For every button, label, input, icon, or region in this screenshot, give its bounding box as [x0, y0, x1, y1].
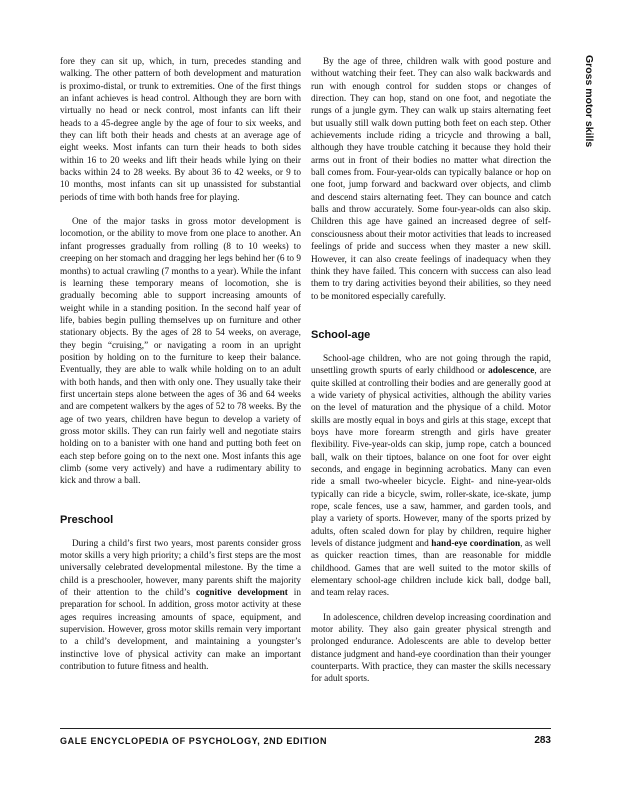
- heading-preschool: Preschool: [60, 513, 114, 526]
- paragraph-text: , are quite skilled at controlling their bodies and are generally good at a wide variety of physical activities, although the ability varies on the level of maturation and the physique of a child. Motor skills are mostly equal in boys and girls at this stage, except that boys have more forearm strength and girls have greater flexibility. Five-year-olds can skip, jump rope, catch a bounced ball, walk on their tiptoes, balance on one foot for over eight seconds, and engage in beginning acrobatics. Many can even ride a small two-wheeler bicycle. Eight- and nine-year-olds typically can ride a bicycle, swim, roller-skate, ice-skate, jump rope, scale fences, use a saw, hammer, and garden tools, and play a variety of sports. However, many of the sports prized by adults, often scaled down for play by children, require higher levels of distance judgment and: [311, 366, 552, 550]
- footer-publication-title: GALE ENCYCLOPEDIA OF PSYCHOLOGY, 2ND EDITION: [60, 736, 328, 746]
- left-paragraph-2: One of the major tasks in gross motor development is locomotion, or the ability to move from one place to another. An infant progresses gradually from rolling (8 to 10 weeks) to creeping on her stomach and dragging her legs behind her (6 to 9 months) to actual crawling (7 months to a year). While the infant is learning these temporary means of locomotion, she is gradually becoming able to support increasing amounts of weight while in a standing position. In the second half year of life, babies begin pulling themselves up on furniture and other stationary objects. By the ages of 28 to 54 weeks, on average, they begin “cruising,” or navigating a room in an upright position by holding on to the furniture to keep their balance. Eventually, they are able to walk while holding on to an adult with both hands, and then with only one. They usually take their first uncertain steps alone between the ages of 36 and 64 weeks and are competent walkers by the ages of 52 to 78 weeks. By the age of two years, children have begun to develop a variety of gross motor skills. They can run fairly well and negotiate stairs holding on to a banister with one hand and putting both feet on each step before going on to the next one. Most infants this age climb (some very actively) and have a rudimentary ability to kick and throw a ball.: [60, 217, 301, 487]
- right-column: [311, 56, 551, 686]
- term-adolescence: adolescence: [488, 366, 535, 377]
- paragraph-text: , as well as quicker reaction times, than are reasonable for middle childhood. Games that are well suited to the motor skills of elementary school-age children include kick ball, dodge ball, and team relay races.: [311, 539, 552, 599]
- paragraph-text: During a child’s first two years, most parents consider gross motor skills a very high priority; a child’s first steps are the most universally celebrated developmental milestone. By the time a child is a preschooler, however, many parents shift the majority of their attention to the child’s: [60, 538, 301, 599]
- side-topic-label: [583, 55, 597, 165]
- paragraph-text: School-age children, who are not going through the rapid, unsettling growth spurts of early childhood or: [311, 353, 551, 377]
- left-paragraph-1: fore they can sit up, which, in turn, precedes standing and walking. The other pattern of both development and maturation is proximo-distal, or trunk to extremities. One of the first things an infant achieves is head control. Although they are born with virtually no head or neck control, most infants can lift their heads to a 45-degree angle by the age of four to six weeks, and they can lift both their heads and chests at an average age of eight weeks. Most infants can turn their heads to both sides within 16 to 20 weeks and lift their heads while lying on their backs within 24 to 28 weeks. By about 36 to 42 weeks, or 9 to 10 months, most infants can sit up unassisted for substantial periods of time with both hands free for playing.: [60, 57, 301, 203]
- paragraph-text: in preparation for school. In addition, gross motor activity at these ages requires increasing amounts of space, equipment, and supervision. However, gross motor skills remain very important to a child’s development, and maintaining a youngster’s instinctive love of physical activity can make an important contribution to future fitness and health.: [60, 588, 301, 673]
- left-paragraph-3: [60, 538, 301, 674]
- right-paragraph-2: [311, 353, 551, 600]
- right-paragraph-3: In adolescence, children develop increasing coordination and motor ability. They also gain greater physical strength and prolonged endurance. Adolescents are able to develop better distance judgment and hand-eye coordination than their younger counterparts. With practice, they can master the skills necessary for adult sports.: [311, 612, 551, 685]
- page-number: 283: [534, 735, 551, 746]
- left-column: [60, 56, 301, 673]
- side-topic-text: Gross motor skills: [583, 55, 595, 148]
- right-paragraph-1: By the age of three, children walk with good posture and without watching their feet. They can also walk backwards and run with enough control for sudden stops or changes of direction. They can hop, stand on one foot, and negotiate the rungs of a jungle gym. They can walk up stairs alternating feet but usually still walk down putting both feet on each step. Other achievements include riding a tricycle and throwing a ball, although they have trouble catching it because they hold their arms out in front of their bodies no matter what direction the ball comes from. Four-year-olds can typically balance or hop on one foot, jump forward and backward over objects, and climb and descend stairs alternating feet. They can bounce and catch balls and throw accurately. Some four-year-olds can also skip. Children this age have gained an increased degree of self-consciousness about their motor activities that leads to increased feelings of pride and success when they master a new skill. However, it can also create feelings of inadequacy when they think they have failed. This concern with success can also lead them to try daring activities beyond their abilities, so they need to be monitored especially carefully.: [311, 57, 551, 302]
- footer-divider: [60, 728, 551, 729]
- heading-school-age: School-age: [311, 328, 371, 341]
- term-hand-eye-coordination: hand-eye coordination: [431, 539, 521, 550]
- term-cognitive-development: cognitive development: [196, 588, 288, 599]
